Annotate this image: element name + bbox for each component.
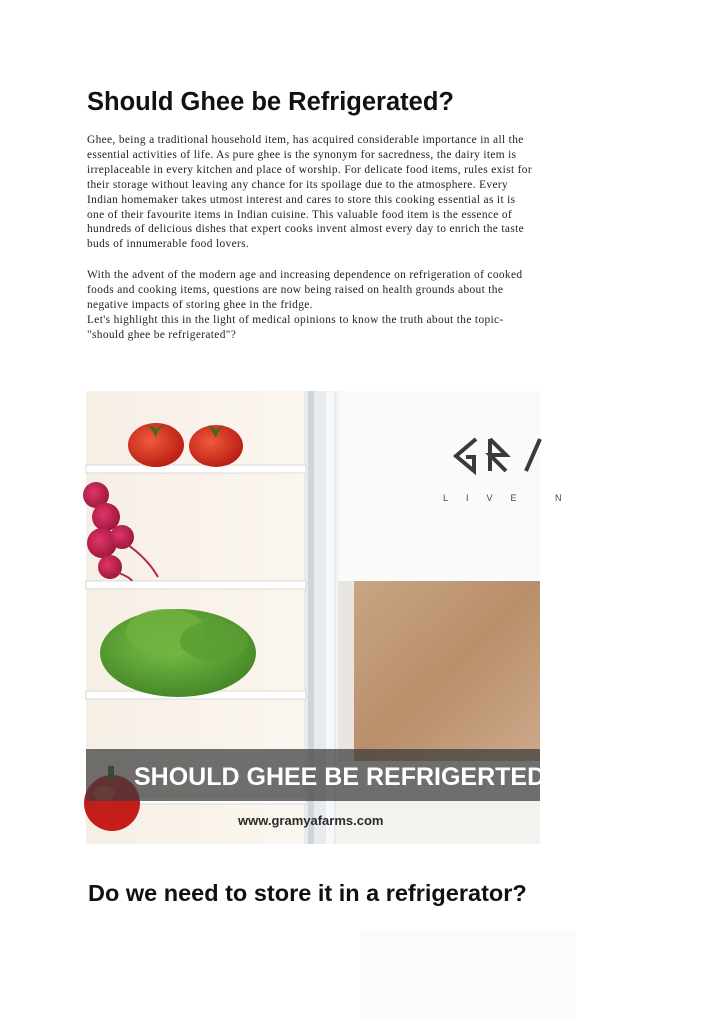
banner-url: www.gramyafarms.com (238, 813, 384, 828)
article-image (86, 391, 580, 844)
paragraph-line: their storage without leaving any chance for its spoilage due to the atmosphere. Every (87, 178, 509, 191)
lettuce-head (100, 609, 256, 697)
logo-tagline: LIVE N (443, 493, 580, 503)
section-heading: Do we need to store it in a refrigerator? (88, 880, 527, 906)
paragraph-line: Indian homemaker takes utmost interest and cares to store this cooking essential as it is (87, 193, 516, 206)
paragraph-line: essential activities of life. As pure ghee is the synonym for sacredness, the dairy item is (87, 148, 517, 161)
second-paragraph (87, 268, 647, 343)
page-title: Should Ghee be Refrigerated? (87, 88, 454, 116)
banner-title: SHOULD GHEE BE REFRIGERTED? (134, 763, 561, 791)
faint-image-edge (360, 930, 576, 1018)
intro-paragraph (87, 133, 647, 252)
paragraph-line: negative impacts of storing ghee in the fridge. (87, 298, 313, 311)
paragraph-line: With the advent of the modern age and increasing dependence on refrigeration of cooked (87, 269, 523, 281)
paragraph-line: Ghee, being a traditional household item, has acquired considerable importance in all the (87, 134, 524, 146)
paragraph-line: buds of innumerable food lovers. (87, 238, 250, 251)
paragraph-line: foods and cooking items, questions are now being raised on health grounds about the (87, 283, 504, 296)
paragraph-line: hundreds of delicious dishes that expert cooks invent almost every day to enrich the taste (87, 223, 525, 236)
paragraph-line: irreplaceable in every kitchen and place of worship. For delicate food items, rules exist for (87, 163, 532, 176)
paragraph-line: one of their favourite items in Indian cuisine. This valuable food item is the essence of (87, 208, 513, 221)
paragraph-line: Let's highlight this in the light of medical opinions to know the truth about the topic- (87, 313, 504, 326)
paragraph-line: "should ghee be refrigerated"? (87, 328, 237, 341)
